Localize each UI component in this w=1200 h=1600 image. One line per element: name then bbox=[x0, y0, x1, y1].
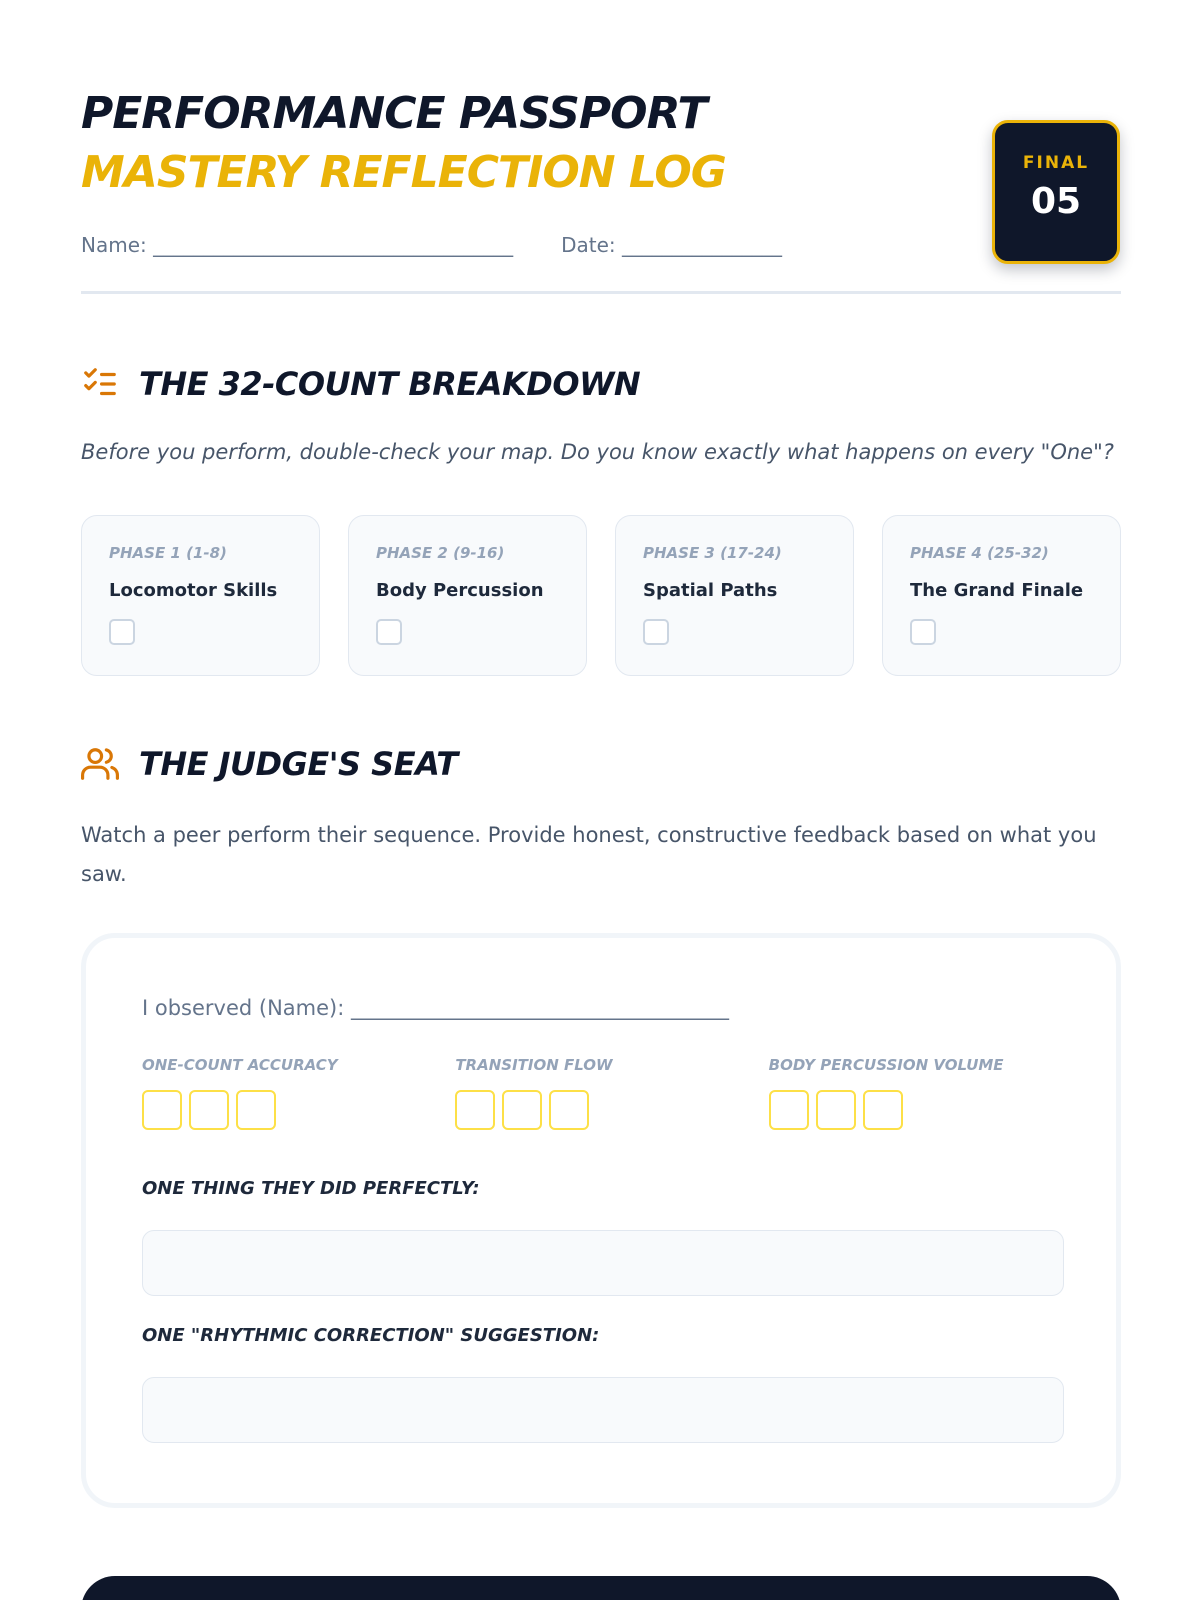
judge-title: THE JUDGE'S SEAT bbox=[139, 745, 458, 783]
phase-card bbox=[882, 515, 1121, 676]
phase-list bbox=[81, 515, 1121, 676]
phase-name: Spatial Paths bbox=[643, 580, 778, 601]
criterion-label: TRANSITION FLOW bbox=[455, 1056, 613, 1074]
phase-checkbox[interactable] bbox=[643, 619, 669, 645]
breakdown-heading bbox=[81, 365, 640, 403]
phase-checkbox[interactable] bbox=[910, 619, 936, 645]
rating-box[interactable] bbox=[502, 1090, 542, 1130]
phase-card bbox=[615, 515, 854, 676]
rating-box[interactable] bbox=[189, 1090, 229, 1130]
phase-label: PHASE 2 (9-16) bbox=[376, 544, 505, 562]
rating-box[interactable] bbox=[816, 1090, 856, 1130]
criteria-row bbox=[142, 1056, 1082, 1130]
phase-label: PHASE 3 (17-24) bbox=[643, 544, 782, 562]
page-title: PERFORMANCE PASSPORT bbox=[81, 88, 707, 139]
perfect-label: ONE THING THEY DID PERFECTLY: bbox=[142, 1178, 480, 1199]
criterion bbox=[142, 1056, 455, 1130]
correction-input[interactable] bbox=[142, 1377, 1064, 1443]
judge-intro: Watch a peer perform their sequence. Provide honest, constructive feedback based on what you saw. bbox=[81, 823, 1097, 886]
users-icon bbox=[81, 745, 119, 783]
badge-number: 05 bbox=[1030, 181, 1082, 222]
meta-row bbox=[81, 233, 782, 257]
checklist-icon bbox=[81, 365, 119, 403]
phase-name: The Grand Finale bbox=[910, 580, 1084, 601]
footer-bar bbox=[81, 1576, 1121, 1600]
badge-label: FINAL bbox=[1022, 153, 1090, 173]
phase-checkbox[interactable] bbox=[376, 619, 402, 645]
header-divider bbox=[81, 291, 1121, 294]
rating-box[interactable] bbox=[549, 1090, 589, 1130]
breakdown-title: THE 32-COUNT BREAKDOWN bbox=[139, 365, 641, 403]
criterion-label: BODY PERCUSSION VOLUME bbox=[768, 1056, 1004, 1074]
judge-card bbox=[81, 933, 1121, 1508]
phase-card bbox=[81, 515, 320, 676]
name-field[interactable]: Name: ____________________________________ bbox=[81, 233, 514, 257]
phase-checkbox[interactable] bbox=[109, 619, 135, 645]
rating-box[interactable] bbox=[142, 1090, 182, 1130]
rating-box[interactable] bbox=[769, 1090, 809, 1130]
phase-card bbox=[348, 515, 587, 676]
page-subtitle: MASTERY REFLECTION LOG bbox=[81, 147, 726, 198]
phase-label: PHASE 4 (25-32) bbox=[910, 544, 1049, 562]
criterion bbox=[455, 1056, 768, 1130]
final-badge bbox=[992, 120, 1120, 264]
date-field[interactable]: Date: ________________ bbox=[561, 233, 783, 257]
phase-label: PHASE 1 (1-8) bbox=[109, 544, 227, 562]
criterion-label: ONE-COUNT ACCURACY bbox=[142, 1056, 338, 1074]
breakdown-intro: Before you perform, double-check your map. Do you know exactly what happens on every "One"? bbox=[81, 440, 1114, 464]
phase-name: Body Percussion bbox=[376, 580, 544, 601]
rating-box[interactable] bbox=[236, 1090, 276, 1130]
judge-heading bbox=[81, 745, 458, 783]
header bbox=[81, 86, 1121, 204]
phase-name: Locomotor Skills bbox=[109, 580, 278, 601]
correction-label: ONE "RHYTHMIC CORRECTION" SUGGESTION: bbox=[142, 1325, 600, 1346]
rating-box[interactable] bbox=[455, 1090, 495, 1130]
rating-box[interactable] bbox=[863, 1090, 903, 1130]
observed-name-field[interactable]: I observed (Name): ____________________________________ bbox=[142, 996, 729, 1020]
perfect-input[interactable] bbox=[142, 1230, 1064, 1296]
criterion bbox=[769, 1056, 1082, 1130]
